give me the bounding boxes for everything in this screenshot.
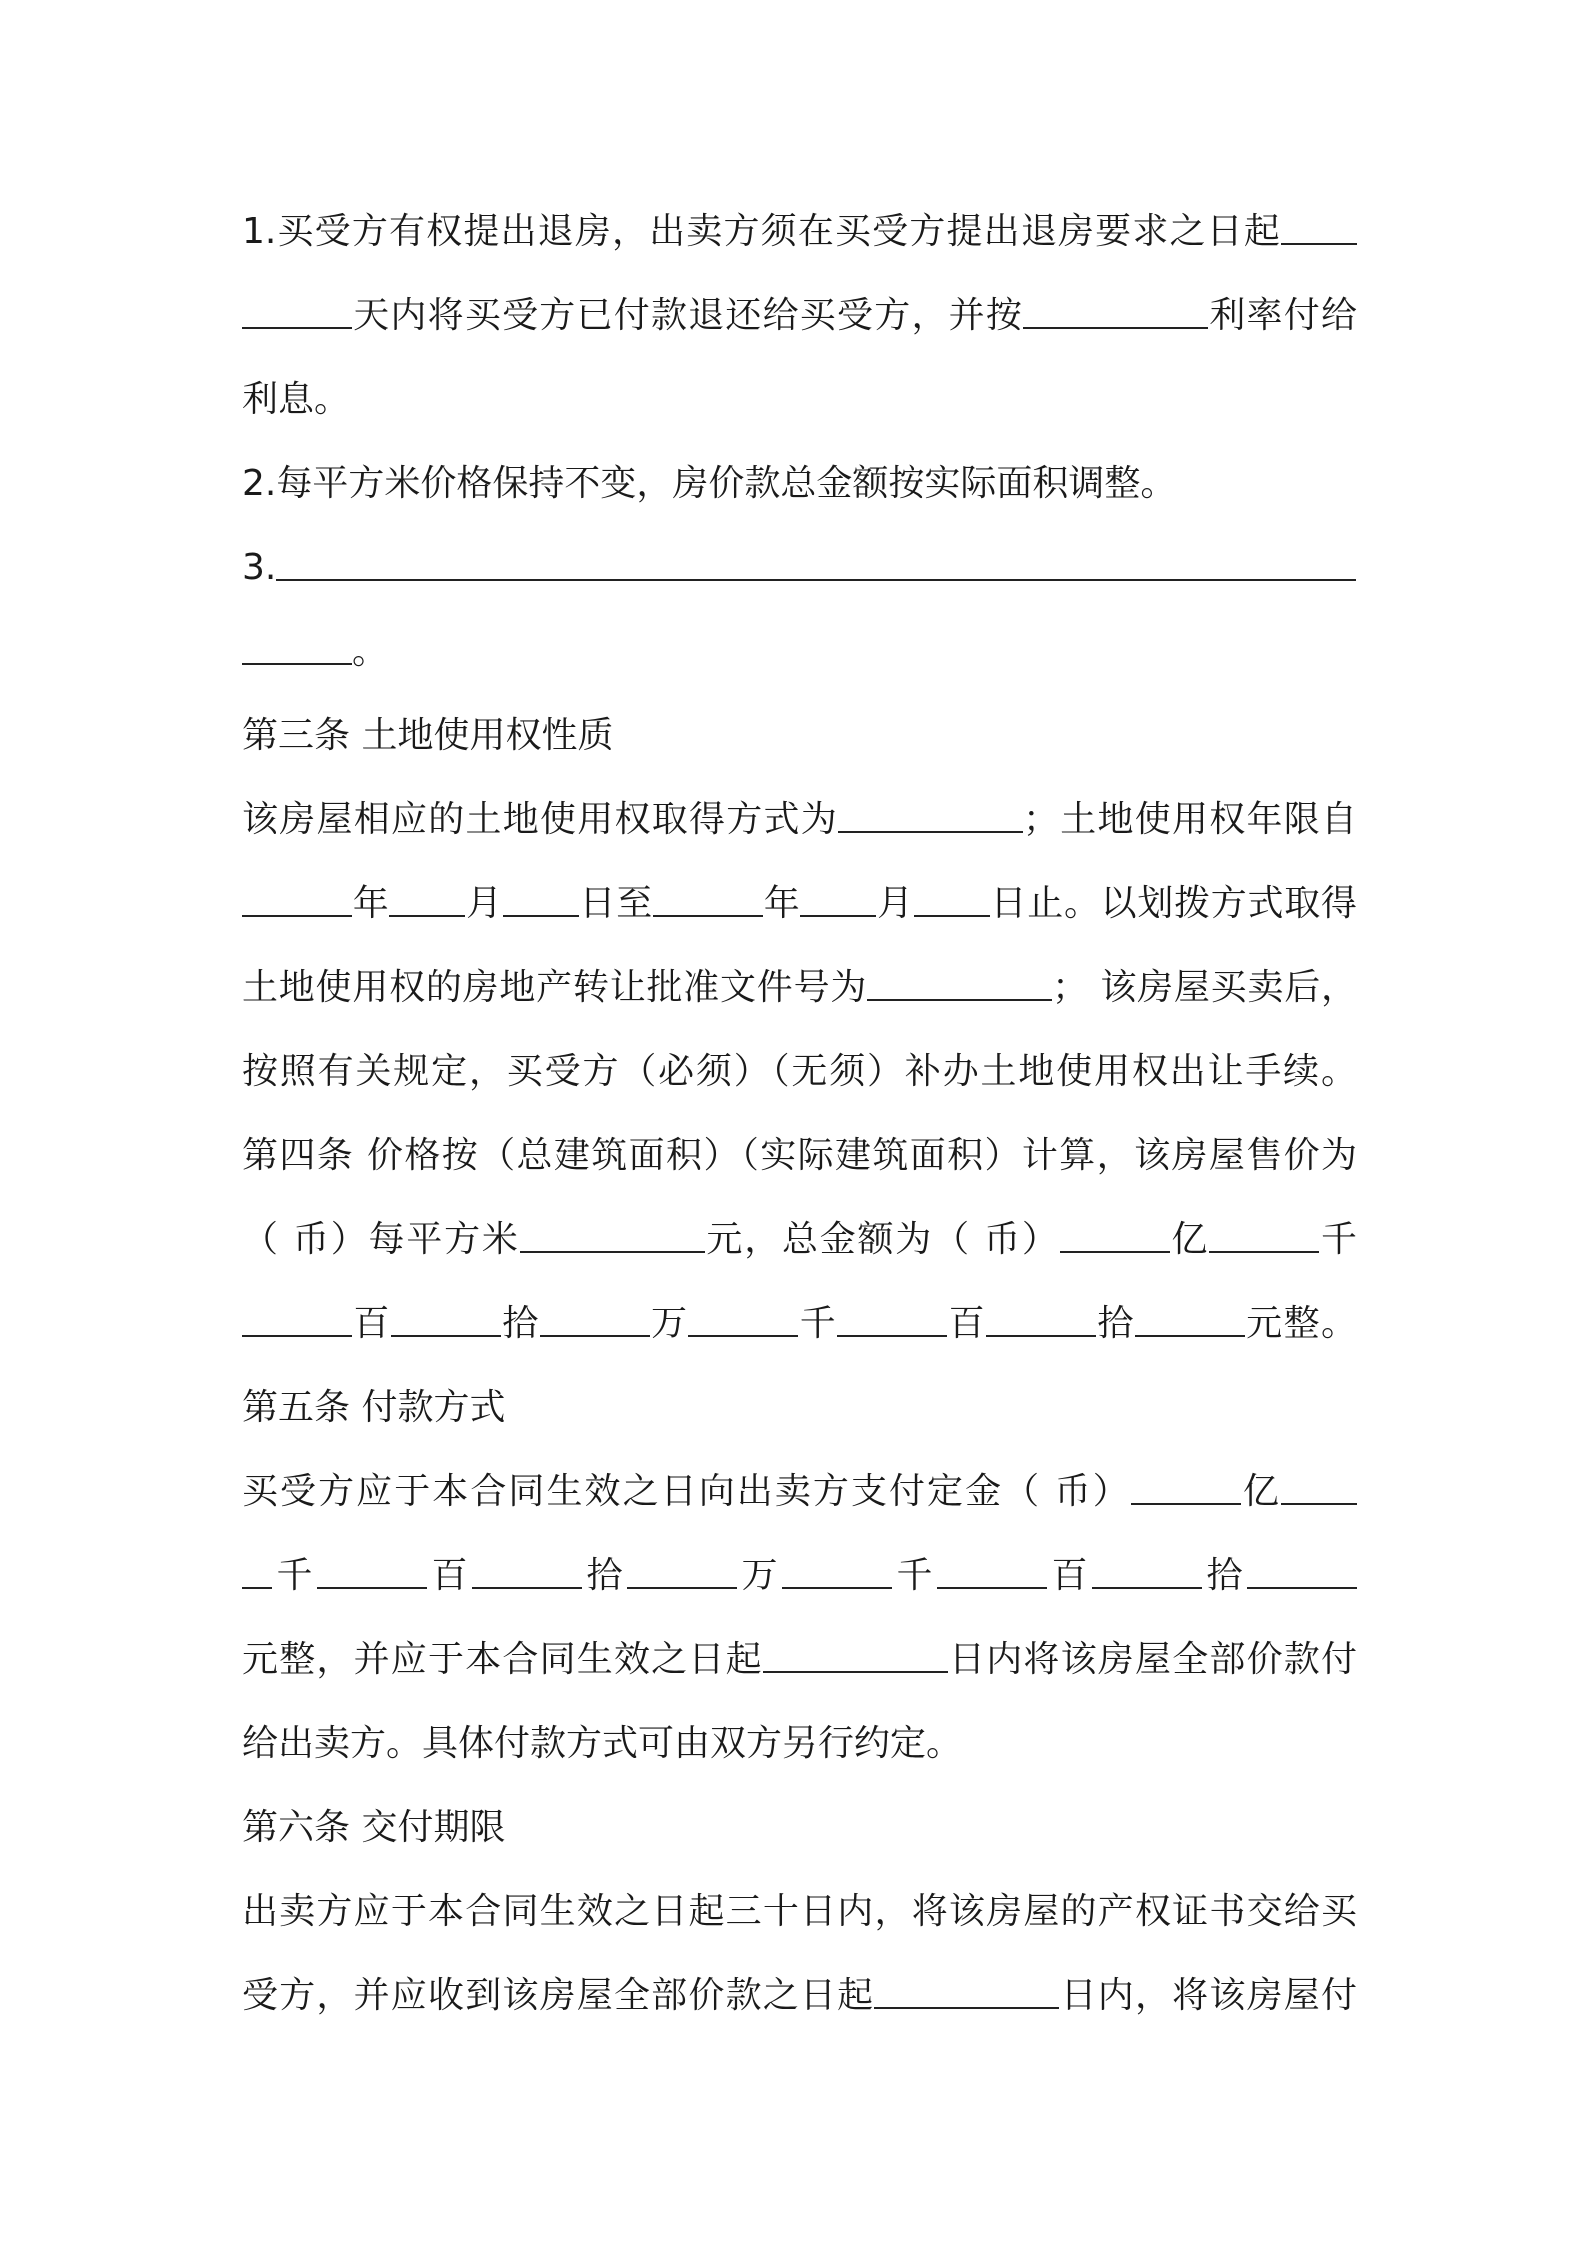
text-segment: 千 xyxy=(892,1555,937,1596)
fill-blank[interactable] xyxy=(391,1305,501,1337)
fill-blank[interactable] xyxy=(1092,1557,1202,1589)
text-segment: 日内，将该房屋付 xyxy=(1059,1975,1357,2016)
text-segment: 日内将该房屋全部价款付 xyxy=(947,1639,1357,1680)
text-segment: 百 xyxy=(947,1303,986,1344)
text-segment: 亿 xyxy=(1240,1471,1281,1512)
text-line xyxy=(242,1534,1357,1618)
fill-blank[interactable] xyxy=(1131,1473,1241,1505)
text-segment: 年 xyxy=(352,883,390,924)
text-segment: 出卖方应于本合同生效之日起三十日内，将该房屋的产权证书交给买 xyxy=(242,1891,1357,1932)
fill-blank[interactable] xyxy=(1023,297,1208,329)
text-line xyxy=(242,1618,1357,1702)
fill-blank[interactable] xyxy=(242,1305,352,1337)
fill-blank[interactable] xyxy=(1281,213,1357,245)
text-segment: 百 xyxy=(352,1303,391,1344)
text-line xyxy=(242,862,1357,946)
text-segment: 3. xyxy=(242,547,277,588)
fill-blank[interactable] xyxy=(1281,1473,1357,1505)
fill-blank[interactable] xyxy=(472,1557,582,1589)
fill-blank[interactable] xyxy=(838,801,1023,833)
fill-blank[interactable] xyxy=(242,633,352,665)
text-line xyxy=(242,442,1357,526)
text-line xyxy=(242,946,1357,1030)
text-segment: 百 xyxy=(1047,1555,1092,1596)
fill-blank[interactable] xyxy=(986,1305,1096,1337)
text-segment: 亿 xyxy=(1169,1219,1210,1260)
text-segment: 受方，并应收到该房屋全部价款之日起 xyxy=(242,1975,875,2016)
text-line xyxy=(242,1870,1357,1954)
text-line xyxy=(242,190,1357,274)
fill-blank[interactable] xyxy=(317,1557,427,1589)
text-line xyxy=(242,1030,1357,1114)
text-line xyxy=(242,1786,1357,1870)
text-segment: 拾 xyxy=(500,1303,540,1344)
fill-blank[interactable] xyxy=(242,1557,272,1589)
text-line xyxy=(242,1450,1357,1534)
text-segment: ； 该房屋买卖后， xyxy=(1052,967,1357,1008)
fill-blank[interactable] xyxy=(867,969,1052,1001)
text-segment: 拾 xyxy=(1095,1303,1135,1344)
fill-blank[interactable] xyxy=(242,885,352,917)
text-segment: 第五条 付款方式 xyxy=(242,1387,506,1428)
text-segment: 拾 xyxy=(582,1555,627,1596)
fill-blank[interactable] xyxy=(688,1305,798,1337)
text-line xyxy=(242,694,1357,778)
text-line xyxy=(242,1954,1357,2038)
text-segment: 买受方应于本合同生效之日向出卖方支付定金（ 币） xyxy=(242,1471,1131,1512)
text-line xyxy=(242,1366,1357,1450)
text-segment: 元整。 xyxy=(1244,1303,1357,1344)
text-segment: 土地使用权的房地产转让批准文件号为 xyxy=(242,967,868,1008)
text-segment: 万 xyxy=(737,1555,782,1596)
text-segment: 第四条 价格按（总建筑面积）（实际建筑面积）计算，该房屋售价为 xyxy=(242,1135,1357,1176)
text-segment: 千 xyxy=(1319,1219,1357,1260)
fill-blank[interactable] xyxy=(874,1977,1059,2009)
text-segment: ；土地使用权年限自 xyxy=(1022,799,1357,840)
fill-blank[interactable] xyxy=(540,1305,650,1337)
text-segment: 第六条 交付期限 xyxy=(242,1807,506,1848)
fill-blank[interactable] xyxy=(1209,1221,1319,1253)
fill-blank[interactable] xyxy=(1135,1305,1245,1337)
text-line xyxy=(242,1282,1357,1366)
text-segment: 给出卖方。具体付款方式可由双方另行约定。 xyxy=(242,1723,963,1764)
text-segment: 日止。以划拨方式取得 xyxy=(989,883,1357,924)
text-line xyxy=(242,274,1357,358)
text-segment: 天内将买受方已付款退还给买受方，并按 xyxy=(352,295,1024,336)
text-segment: 千 xyxy=(272,1555,317,1596)
fill-blank[interactable] xyxy=(800,885,876,917)
text-segment: 万 xyxy=(649,1303,689,1344)
text-segment: 2.每平方米价格保持不变，房价款总金额按实际面积调整。 xyxy=(242,463,1177,504)
fill-blank[interactable] xyxy=(389,885,465,917)
contract-page xyxy=(242,190,1357,2038)
text-segment: 日至 xyxy=(578,883,653,924)
fill-blank[interactable] xyxy=(763,1641,948,1673)
fill-blank[interactable] xyxy=(503,885,579,917)
text-segment: 千 xyxy=(798,1303,838,1344)
fill-blank[interactable] xyxy=(782,1557,892,1589)
text-segment: 元，总金额为（ 币） xyxy=(704,1219,1060,1260)
fill-blank[interactable] xyxy=(937,1557,1047,1589)
text-segment: 年 xyxy=(762,883,801,924)
fill-blank[interactable] xyxy=(627,1557,737,1589)
fill-blank[interactable] xyxy=(1247,1557,1357,1589)
text-segment: 按照有关规定，买受方（必须）（无须）补办土地使用权出让手续。 xyxy=(242,1051,1357,1092)
fill-blank[interactable] xyxy=(276,549,1356,581)
text-segment: 月 xyxy=(465,883,503,924)
fill-blank[interactable] xyxy=(837,1305,947,1337)
fill-blank[interactable] xyxy=(242,297,352,329)
text-line xyxy=(242,778,1357,862)
text-segment: 第三条 土地使用权性质 xyxy=(242,715,614,756)
text-line xyxy=(242,1702,1357,1786)
fill-blank[interactable] xyxy=(914,885,990,917)
text-segment: 该房屋相应的土地使用权取得方式为 xyxy=(242,799,838,840)
text-segment: 利息。 xyxy=(242,379,351,420)
text-segment: 月 xyxy=(876,883,914,924)
fill-blank[interactable] xyxy=(520,1221,705,1253)
text-line xyxy=(242,610,1357,694)
text-segment: 百 xyxy=(427,1555,472,1596)
fill-blank[interactable] xyxy=(1060,1221,1170,1253)
text-segment: 利率付给 xyxy=(1208,295,1357,336)
text-segment: 拾 xyxy=(1202,1555,1247,1596)
fill-blank[interactable] xyxy=(653,885,763,917)
text-line xyxy=(242,1198,1357,1282)
text-line xyxy=(242,358,1357,442)
text-segment: （ 币）每平方米 xyxy=(242,1219,520,1260)
text-line xyxy=(242,526,1357,610)
text-line xyxy=(242,1114,1357,1198)
text-segment: 。 xyxy=(352,631,389,672)
text-segment: 1.买受方有权提出退房，出卖方须在买受方提出退房要求之日起 xyxy=(242,211,1281,252)
text-segment: 元整，并应于本合同生效之日起 xyxy=(242,1639,763,1680)
